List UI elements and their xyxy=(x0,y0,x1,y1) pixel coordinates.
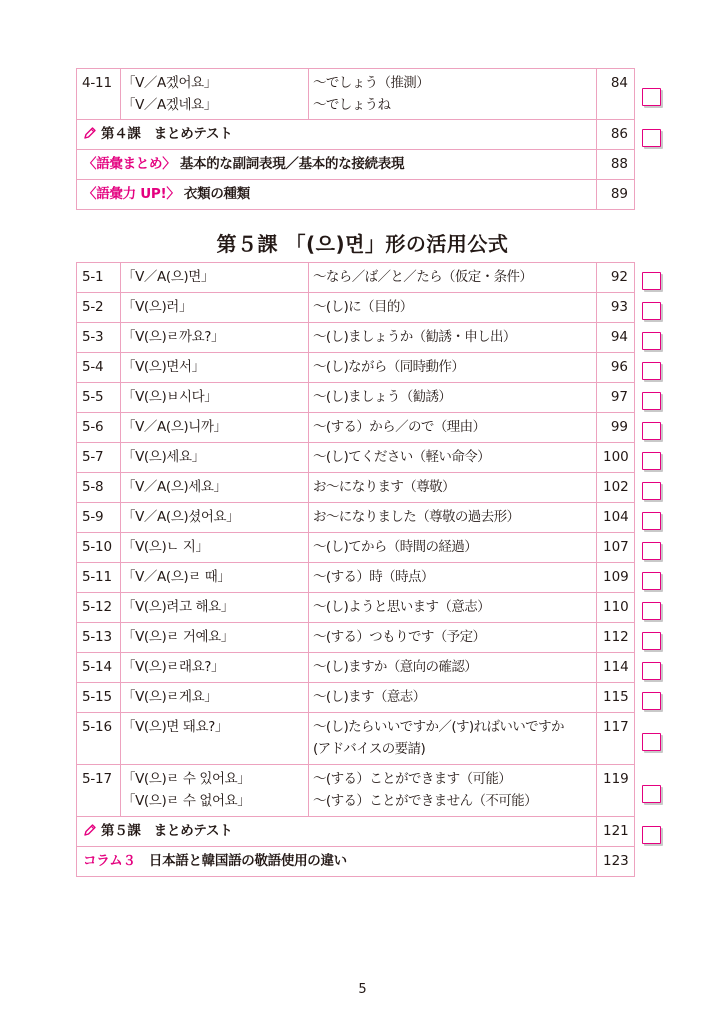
japanese-meaning: 〜(する）時（時点） xyxy=(309,563,597,593)
progress-checkbox[interactable] xyxy=(642,733,661,751)
table-row xyxy=(77,765,635,817)
progress-checkbox[interactable] xyxy=(642,662,661,680)
section-label: 衣類の種類 xyxy=(183,186,250,202)
korean-pattern: 「V／A(으)면」 xyxy=(121,263,309,293)
page-ref: 114 xyxy=(597,653,635,683)
japanese-meaning: お〜になります（尊敬） xyxy=(309,473,597,503)
entry-number: 5-13 xyxy=(77,623,121,653)
table-row xyxy=(77,533,635,563)
korean-pattern: 「V／A(으)세요」 xyxy=(121,473,309,503)
korean-pattern: 「V(으)면서」 xyxy=(121,353,309,383)
page-ref: 123 xyxy=(597,847,635,877)
entry-number: 5-1 xyxy=(77,263,121,293)
section-label: 日本語と韓国語の敬語使用の違い xyxy=(148,853,347,869)
section-tag: 〈語彙力 UP!〉 xyxy=(83,186,180,202)
japanese-meaning: 〜(し)ながら（同時動作） xyxy=(309,353,597,383)
japanese-meaning: 〜なら／ば／と／たら（仮定・条件） xyxy=(309,263,597,293)
progress-checkbox[interactable] xyxy=(642,826,661,844)
page-ref: 104 xyxy=(597,503,635,533)
japanese-meaning: 〜(し)ましょうか（勧誘・申し出） xyxy=(309,323,597,353)
page-ref: 88 xyxy=(597,150,635,180)
progress-checkbox[interactable] xyxy=(642,302,661,320)
page-ref: 121 xyxy=(597,817,635,847)
korean-pattern: 「V(으)ㄹ 거예요」 xyxy=(121,623,309,653)
entry-number: 5-7 xyxy=(77,443,121,473)
entry-number: 5-6 xyxy=(77,413,121,443)
progress-checkbox[interactable] xyxy=(642,512,661,530)
progress-checkbox[interactable] xyxy=(642,422,661,440)
section-tag: 〈語彙まとめ〉 xyxy=(83,156,176,172)
entry-number: 5-17 xyxy=(77,765,121,817)
korean-pattern: 「V(으)ㄴ 지」 xyxy=(121,533,309,563)
korean-pattern: 「V(으)러」 xyxy=(121,293,309,323)
page-ref: 100 xyxy=(597,443,635,473)
entry-number: 4-11 xyxy=(77,69,121,120)
table-row xyxy=(77,323,635,353)
review-test-label: 第５課 まとめテスト xyxy=(101,823,233,839)
korean-pattern: 「V(으)려고 해요」 xyxy=(121,593,309,623)
korean-pattern: 「V(으)ㅂ시다」 xyxy=(121,383,309,413)
page-ref: 96 xyxy=(597,353,635,383)
progress-checkbox[interactable] xyxy=(642,332,661,350)
page-ref: 94 xyxy=(597,323,635,353)
table-row-review-test xyxy=(77,817,635,847)
progress-checkbox[interactable] xyxy=(642,129,661,147)
page-ref: 93 xyxy=(597,293,635,323)
table-row xyxy=(77,263,635,293)
korean-pattern: 「V(으)ㄹ 수 있어요」 「V(으)ㄹ 수 없어요」 xyxy=(121,765,309,817)
pencil-icon xyxy=(83,823,97,837)
page-ref: 115 xyxy=(597,683,635,713)
table-row xyxy=(77,683,635,713)
page-ref: 97 xyxy=(597,383,635,413)
table-row-column xyxy=(77,847,635,877)
section-label: 基本的な副詞表現／基本的な接続表現 xyxy=(179,156,405,172)
table-row-vocab-up xyxy=(77,180,635,210)
entry-number: 5-15 xyxy=(77,683,121,713)
entry-number: 5-4 xyxy=(77,353,121,383)
progress-checkbox[interactable] xyxy=(642,88,661,106)
table-row xyxy=(77,353,635,383)
progress-checkbox[interactable] xyxy=(642,602,661,620)
toc-table-lesson-4-end xyxy=(76,68,635,210)
page-ref: 119 xyxy=(597,765,635,817)
table-row xyxy=(77,713,635,765)
entry-number: 5-10 xyxy=(77,533,121,563)
korean-pattern: 「V(으)ㄹ까요?」 xyxy=(121,323,309,353)
page-ref: 92 xyxy=(597,263,635,293)
entry-number: 5-12 xyxy=(77,593,121,623)
japanese-meaning: 〜(し)ます（意志） xyxy=(309,683,597,713)
page-ref: 117 xyxy=(597,713,635,765)
entry-number: 5-9 xyxy=(77,503,121,533)
progress-checkbox[interactable] xyxy=(642,452,661,470)
page-ref: 110 xyxy=(597,593,635,623)
entry-number: 5-16 xyxy=(77,713,121,765)
korean-pattern: 「V(으)세요」 xyxy=(121,443,309,473)
entry-number: 5-8 xyxy=(77,473,121,503)
entry-number: 5-11 xyxy=(77,563,121,593)
japanese-meaning: 〜(する）ことができます（可能） 〜(する）ことができません（不可能） xyxy=(309,765,597,817)
page-ref: 84 xyxy=(597,69,635,120)
progress-checkbox[interactable] xyxy=(642,542,661,560)
japanese-meaning: お〜になりました（尊敬の過去形） xyxy=(309,503,597,533)
japanese-meaning: 〜(する）から／ので（理由） xyxy=(309,413,597,443)
korean-pattern: 「V／A(으)셨어요」 xyxy=(121,503,309,533)
japanese-meaning: 〜(し)ようと思います（意志） xyxy=(309,593,597,623)
progress-checkbox[interactable] xyxy=(642,272,661,290)
progress-checkbox[interactable] xyxy=(642,785,661,803)
entry-number: 5-3 xyxy=(77,323,121,353)
entry-number: 5-2 xyxy=(77,293,121,323)
table-row-review-test xyxy=(77,120,635,150)
progress-checkbox[interactable] xyxy=(642,482,661,500)
progress-checkbox[interactable] xyxy=(642,572,661,590)
table-row xyxy=(77,413,635,443)
table-row xyxy=(77,293,635,323)
entry-number: 5-5 xyxy=(77,383,121,413)
japanese-meaning: 〜(し)ますか（意向の確認） xyxy=(309,653,597,683)
table-row xyxy=(77,443,635,473)
table-row-vocab-summary xyxy=(77,150,635,180)
page-number: 5 xyxy=(358,982,367,997)
page-ref: 107 xyxy=(597,533,635,563)
korean-pattern: 「V／A(으)니까」 xyxy=(121,413,309,443)
japanese-meaning: 〜(し)たらいいですか／(す)ればいいですか (アドバイスの要請) xyxy=(309,713,597,765)
page-ref: 112 xyxy=(597,623,635,653)
page-ref: 102 xyxy=(597,473,635,503)
page-ref: 86 xyxy=(597,120,635,150)
toc-table-lesson-5 xyxy=(76,262,635,877)
korean-pattern: 「V(으)면 돼요?」 xyxy=(121,713,309,765)
japanese-meaning: 〜(し)に（目的） xyxy=(309,293,597,323)
table-row xyxy=(77,623,635,653)
progress-checkbox[interactable] xyxy=(642,692,661,710)
review-test-label: 第４課 まとめテスト xyxy=(101,126,233,142)
progress-checkbox[interactable] xyxy=(642,632,661,650)
section-tag: コラム３ xyxy=(83,853,136,869)
table-row xyxy=(77,653,635,683)
japanese-meaning: 〜でしょう（推測） 〜でしょうね xyxy=(309,69,597,120)
korean-pattern: 「V／A겠어요」 「V／A겠네요」 xyxy=(121,69,309,120)
page-ref: 99 xyxy=(597,413,635,443)
japanese-meaning: 〜(し)ましょう（勧誘） xyxy=(309,383,597,413)
table-row xyxy=(77,473,635,503)
table-row xyxy=(77,593,635,623)
section-title: 第５課 「(으)면」形の活用公式 xyxy=(216,232,509,256)
korean-pattern: 「V(으)ㄹ게요」 xyxy=(121,683,309,713)
table-row xyxy=(77,563,635,593)
table-row xyxy=(77,503,635,533)
table-row xyxy=(77,69,635,120)
pencil-icon xyxy=(83,126,97,140)
progress-checkbox[interactable] xyxy=(642,392,661,410)
japanese-meaning: 〜(し)てから（時間の経過） xyxy=(309,533,597,563)
korean-pattern: 「V(으)ㄹ래요?」 xyxy=(121,653,309,683)
japanese-meaning: 〜(する）つもりです（予定） xyxy=(309,623,597,653)
page-ref: 89 xyxy=(597,180,635,210)
table-row xyxy=(77,383,635,413)
japanese-meaning: 〜(し)てください（軽い命令） xyxy=(309,443,597,473)
korean-pattern: 「V／A(으)ㄹ 때」 xyxy=(121,563,309,593)
progress-checkbox[interactable] xyxy=(642,362,661,380)
entry-number: 5-14 xyxy=(77,653,121,683)
page-ref: 109 xyxy=(597,563,635,593)
